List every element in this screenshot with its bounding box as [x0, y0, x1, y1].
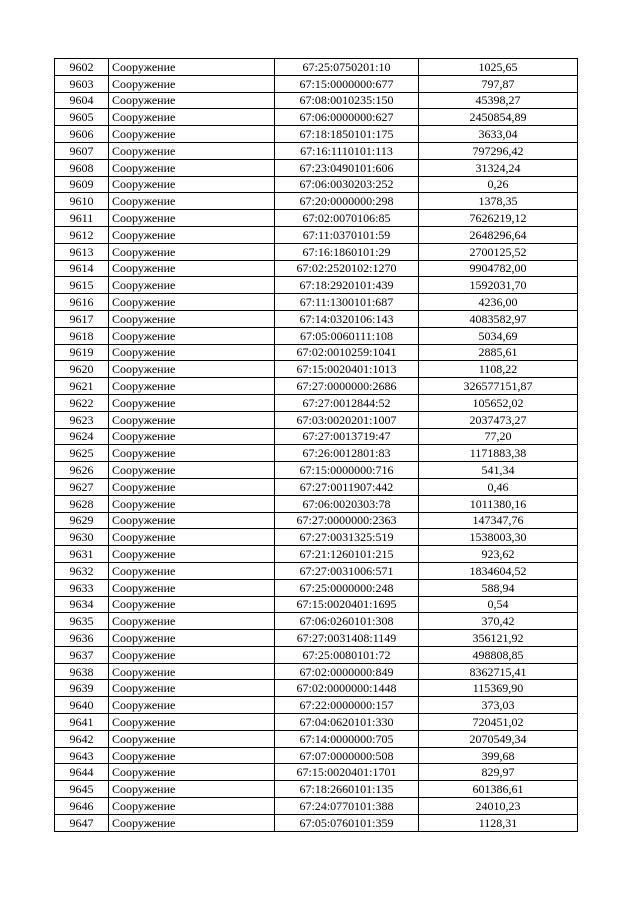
value-cell: 1378,35 [419, 193, 578, 210]
value-cell: 9904782,00 [419, 260, 578, 277]
row-number-cell: 9603 [55, 75, 109, 92]
cadastral-number-cell: 67:27:0011907:442 [275, 478, 419, 495]
table-row [55, 394, 578, 411]
value-cell: 45398,27 [419, 92, 578, 109]
value-cell: 3633,04 [419, 126, 578, 143]
table-row [55, 512, 578, 529]
row-number-cell: 9643 [55, 747, 109, 764]
cadastral-number-cell: 67:27:0031325:519 [275, 529, 419, 546]
table-row [55, 294, 578, 311]
table-row [55, 814, 578, 831]
table-row [55, 226, 578, 243]
table-row [55, 310, 578, 327]
cadastral-number-cell: 67:27:0012844:52 [275, 394, 419, 411]
cadastral-number-cell: 67:20:0000000:298 [275, 193, 419, 210]
table-row [55, 596, 578, 613]
row-number-cell: 9647 [55, 814, 109, 831]
object-type-cell: Сооружение [109, 596, 275, 613]
cadastral-number-cell: 67:24:0770101:388 [275, 798, 419, 815]
object-type-cell: Сооружение [109, 478, 275, 495]
value-cell: 1538003,30 [419, 529, 578, 546]
object-type-cell: Сооружение [109, 495, 275, 512]
object-type-cell: Сооружение [109, 176, 275, 193]
object-type-cell: Сооружение [109, 781, 275, 798]
registry-table [54, 58, 578, 832]
value-cell: 498808,85 [419, 646, 578, 663]
cadastral-number-cell: 67:15:0000000:716 [275, 462, 419, 479]
table-row [55, 126, 578, 143]
object-type-cell: Сооружение [109, 714, 275, 731]
row-number-cell: 9641 [55, 714, 109, 731]
value-cell: 4083582,97 [419, 310, 578, 327]
object-type-cell: Сооружение [109, 445, 275, 462]
cadastral-number-cell: 67:06:0000000:627 [275, 109, 419, 126]
row-number-cell: 9635 [55, 613, 109, 630]
row-number-cell: 9604 [55, 92, 109, 109]
object-type-cell: Сооружение [109, 327, 275, 344]
cadastral-number-cell: 67:14:0320106:143 [275, 310, 419, 327]
table-row [55, 663, 578, 680]
object-type-cell: Сооружение [109, 142, 275, 159]
value-cell: 720451,02 [419, 714, 578, 731]
cadastral-number-cell: 67:16:1110101:113 [275, 142, 419, 159]
row-number-cell: 9637 [55, 646, 109, 663]
table-row [55, 798, 578, 815]
value-cell: 0,46 [419, 478, 578, 495]
cadastral-number-cell: 67:06:0260101:308 [275, 613, 419, 630]
registry-table-body [55, 59, 578, 832]
row-number-cell: 9640 [55, 697, 109, 714]
row-number-cell: 9631 [55, 546, 109, 563]
value-cell: 7626219,12 [419, 210, 578, 227]
cadastral-number-cell: 67:27:0000000:2363 [275, 512, 419, 529]
object-type-cell: Сооружение [109, 798, 275, 815]
row-number-cell: 9624 [55, 428, 109, 445]
object-type-cell: Сооружение [109, 730, 275, 747]
row-number-cell: 9616 [55, 294, 109, 311]
row-number-cell: 9615 [55, 277, 109, 294]
value-cell: 797,87 [419, 75, 578, 92]
object-type-cell: Сооружение [109, 697, 275, 714]
table-row [55, 176, 578, 193]
row-number-cell: 9617 [55, 310, 109, 327]
value-cell: 105652,02 [419, 394, 578, 411]
table-row [55, 579, 578, 596]
cadastral-number-cell: 67:02:0000000:1448 [275, 680, 419, 697]
value-cell: 399,68 [419, 747, 578, 764]
cadastral-number-cell: 67:02:0000000:849 [275, 663, 419, 680]
object-type-cell: Сооружение [109, 394, 275, 411]
row-number-cell: 9629 [55, 512, 109, 529]
cadastral-number-cell: 67:27:0000000:2686 [275, 378, 419, 395]
cadastral-number-cell: 67:23:0490101:606 [275, 159, 419, 176]
table-row [55, 562, 578, 579]
cadastral-number-cell: 67:02:0070106:85 [275, 210, 419, 227]
object-type-cell: Сооружение [109, 92, 275, 109]
row-number-cell: 9608 [55, 159, 109, 176]
table-row [55, 59, 578, 76]
table-row [55, 327, 578, 344]
row-number-cell: 9623 [55, 411, 109, 428]
row-number-cell: 9618 [55, 327, 109, 344]
cadastral-number-cell: 67:25:0750201:10 [275, 59, 419, 76]
object-type-cell: Сооружение [109, 646, 275, 663]
value-cell: 326577151,87 [419, 378, 578, 395]
object-type-cell: Сооружение [109, 529, 275, 546]
cadastral-number-cell: 67:05:0760101:359 [275, 814, 419, 831]
table-row [55, 109, 578, 126]
table-row [55, 680, 578, 697]
value-cell: 0,54 [419, 596, 578, 613]
cadastral-number-cell: 67:03:0020201:1007 [275, 411, 419, 428]
value-cell: 829,97 [419, 764, 578, 781]
row-number-cell: 9613 [55, 243, 109, 260]
value-cell: 1011380,16 [419, 495, 578, 512]
value-cell: 1834604,52 [419, 562, 578, 579]
object-type-cell: Сооружение [109, 109, 275, 126]
table-row [55, 411, 578, 428]
value-cell: 1128,31 [419, 814, 578, 831]
cadastral-number-cell: 67:25:0000000:248 [275, 579, 419, 596]
table-row [55, 260, 578, 277]
table-row [55, 344, 578, 361]
value-cell: 541,34 [419, 462, 578, 479]
table-row [55, 697, 578, 714]
value-cell: 4236,00 [419, 294, 578, 311]
row-number-cell: 9626 [55, 462, 109, 479]
object-type-cell: Сооружение [109, 159, 275, 176]
value-cell: 601386,61 [419, 781, 578, 798]
cadastral-number-cell: 67:11:0370101:59 [275, 226, 419, 243]
cadastral-number-cell: 67:15:0000000:677 [275, 75, 419, 92]
object-type-cell: Сооружение [109, 260, 275, 277]
value-cell: 356121,92 [419, 630, 578, 647]
row-number-cell: 9620 [55, 361, 109, 378]
cadastral-number-cell: 67:27:0031006:571 [275, 562, 419, 579]
object-type-cell: Сооружение [109, 277, 275, 294]
cadastral-number-cell: 67:15:0020401:1013 [275, 361, 419, 378]
object-type-cell: Сооружение [109, 126, 275, 143]
value-cell: 0,26 [419, 176, 578, 193]
value-cell: 147347,76 [419, 512, 578, 529]
table-row [55, 747, 578, 764]
value-cell: 1592031,70 [419, 277, 578, 294]
object-type-cell: Сооружение [109, 680, 275, 697]
cadastral-number-cell: 67:06:0020303:78 [275, 495, 419, 512]
table-row [55, 445, 578, 462]
row-number-cell: 9610 [55, 193, 109, 210]
row-number-cell: 9644 [55, 764, 109, 781]
table-row [55, 529, 578, 546]
object-type-cell: Сооружение [109, 630, 275, 647]
row-number-cell: 9642 [55, 730, 109, 747]
cadastral-number-cell: 67:14:0000000:705 [275, 730, 419, 747]
table-row [55, 646, 578, 663]
table-row [55, 478, 578, 495]
table-row [55, 92, 578, 109]
table-row [55, 159, 578, 176]
cadastral-number-cell: 67:21:1260101:215 [275, 546, 419, 563]
value-cell: 2700125,52 [419, 243, 578, 260]
row-number-cell: 9606 [55, 126, 109, 143]
object-type-cell: Сооружение [109, 294, 275, 311]
value-cell: 370,42 [419, 613, 578, 630]
object-type-cell: Сооружение [109, 75, 275, 92]
row-number-cell: 9619 [55, 344, 109, 361]
object-type-cell: Сооружение [109, 59, 275, 76]
table-row [55, 613, 578, 630]
object-type-cell: Сооружение [109, 562, 275, 579]
object-type-cell: Сооружение [109, 243, 275, 260]
object-type-cell: Сооружение [109, 378, 275, 395]
row-number-cell: 9628 [55, 495, 109, 512]
value-cell: 8362715,41 [419, 663, 578, 680]
cadastral-number-cell: 67:02:2520102:1270 [275, 260, 419, 277]
object-type-cell: Сооружение [109, 579, 275, 596]
value-cell: 2648296,64 [419, 226, 578, 243]
row-number-cell: 9646 [55, 798, 109, 815]
row-number-cell: 9609 [55, 176, 109, 193]
table-row [55, 277, 578, 294]
row-number-cell: 9602 [55, 59, 109, 76]
cadastral-number-cell: 67:22:0000000:157 [275, 697, 419, 714]
table-row [55, 243, 578, 260]
table-row [55, 495, 578, 512]
row-number-cell: 9630 [55, 529, 109, 546]
object-type-cell: Сооружение [109, 210, 275, 227]
value-cell: 797296,42 [419, 142, 578, 159]
row-number-cell: 9638 [55, 663, 109, 680]
value-cell: 1025,65 [419, 59, 578, 76]
value-cell: 77,20 [419, 428, 578, 445]
row-number-cell: 9622 [55, 394, 109, 411]
value-cell: 2070549,34 [419, 730, 578, 747]
cadastral-number-cell: 67:18:2660101:135 [275, 781, 419, 798]
value-cell: 588,94 [419, 579, 578, 596]
cadastral-number-cell: 67:05:0060111:108 [275, 327, 419, 344]
object-type-cell: Сооружение [109, 193, 275, 210]
object-type-cell: Сооружение [109, 663, 275, 680]
value-cell: 923,62 [419, 546, 578, 563]
row-number-cell: 9611 [55, 210, 109, 227]
object-type-cell: Сооружение [109, 344, 275, 361]
table-row [55, 781, 578, 798]
row-number-cell: 9621 [55, 378, 109, 395]
object-type-cell: Сооружение [109, 462, 275, 479]
row-number-cell: 9639 [55, 680, 109, 697]
value-cell: 2450854,89 [419, 109, 578, 126]
table-row [55, 764, 578, 781]
table-row [55, 378, 578, 395]
table-row [55, 210, 578, 227]
table-row [55, 730, 578, 747]
value-cell: 31324,24 [419, 159, 578, 176]
cadastral-number-cell: 67:15:0020401:1695 [275, 596, 419, 613]
table-row [55, 142, 578, 159]
row-number-cell: 9625 [55, 445, 109, 462]
object-type-cell: Сооружение [109, 764, 275, 781]
row-number-cell: 9636 [55, 630, 109, 647]
row-number-cell: 9633 [55, 579, 109, 596]
object-type-cell: Сооружение [109, 310, 275, 327]
object-type-cell: Сооружение [109, 546, 275, 563]
cadastral-number-cell: 67:18:2920101:439 [275, 277, 419, 294]
cadastral-number-cell: 67:02:0010259:1041 [275, 344, 419, 361]
value-cell: 373,03 [419, 697, 578, 714]
value-cell: 115369,90 [419, 680, 578, 697]
row-number-cell: 9612 [55, 226, 109, 243]
value-cell: 1171883,38 [419, 445, 578, 462]
object-type-cell: Сооружение [109, 411, 275, 428]
row-number-cell: 9632 [55, 562, 109, 579]
table-row [55, 546, 578, 563]
object-type-cell: Сооружение [109, 428, 275, 445]
cadastral-number-cell: 67:15:0020401:1701 [275, 764, 419, 781]
table-row [55, 75, 578, 92]
object-type-cell: Сооружение [109, 512, 275, 529]
cadastral-number-cell: 67:04:0620101:330 [275, 714, 419, 731]
object-type-cell: Сооружение [109, 814, 275, 831]
table-row [55, 428, 578, 445]
cadastral-number-cell: 67:11:1300101:687 [275, 294, 419, 311]
value-cell: 24010,23 [419, 798, 578, 815]
object-type-cell: Сооружение [109, 613, 275, 630]
object-type-cell: Сооружение [109, 361, 275, 378]
table-row [55, 630, 578, 647]
row-number-cell: 9605 [55, 109, 109, 126]
value-cell: 1108,22 [419, 361, 578, 378]
row-number-cell: 9634 [55, 596, 109, 613]
row-number-cell: 9627 [55, 478, 109, 495]
row-number-cell: 9645 [55, 781, 109, 798]
value-cell: 2885,61 [419, 344, 578, 361]
row-number-cell: 9607 [55, 142, 109, 159]
table-row [55, 361, 578, 378]
value-cell: 2037473,27 [419, 411, 578, 428]
table-row [55, 193, 578, 210]
cadastral-number-cell: 67:16:1860101:29 [275, 243, 419, 260]
cadastral-number-cell: 67:18:1850101:175 [275, 126, 419, 143]
cadastral-number-cell: 67:06:0030203:252 [275, 176, 419, 193]
value-cell: 5034,69 [419, 327, 578, 344]
cadastral-number-cell: 67:26:0012801:83 [275, 445, 419, 462]
cadastral-number-cell: 67:27:0031408:1149 [275, 630, 419, 647]
cadastral-number-cell: 67:27:0013719:47 [275, 428, 419, 445]
row-number-cell: 9614 [55, 260, 109, 277]
cadastral-number-cell: 67:25:0080101:72 [275, 646, 419, 663]
cadastral-number-cell: 67:07:0000000:508 [275, 747, 419, 764]
object-type-cell: Сооружение [109, 226, 275, 243]
object-type-cell: Сооружение [109, 747, 275, 764]
table-row [55, 714, 578, 731]
table-row [55, 462, 578, 479]
cadastral-number-cell: 67:08:0010235:150 [275, 92, 419, 109]
